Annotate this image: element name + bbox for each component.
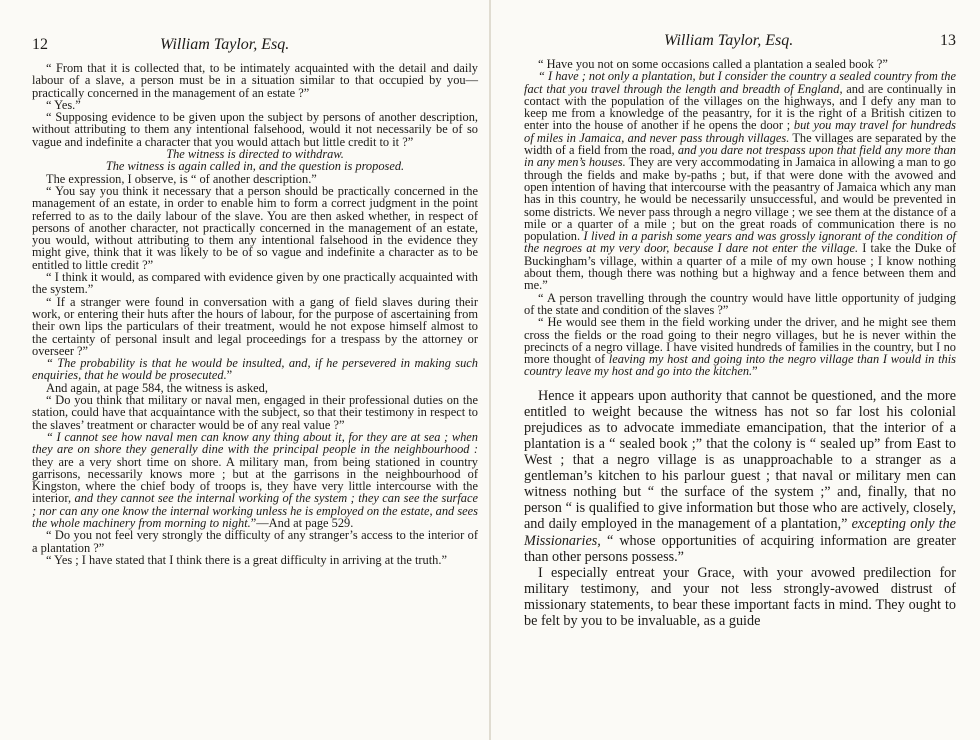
paragraph [524,292,956,317]
text-run: and are continually in contact with the population of the villages on the highways, and I defy any man to keep me from a knowledge of the peasantry, for it is the right of a British citizen to enter into the house of another if he opens the door ; [524,81,956,133]
paragraph [32,554,478,566]
text-run: “ From that it is collected that, to be intimately acquainted with the detail and daily labour of a slave, a person must be in a situation similar to that occupied by you—practically concerned in the management of an estate ?” [32,61,478,100]
section-gap [524,378,956,388]
right-page [490,0,980,740]
paragraph [32,62,478,99]
paragraph [32,296,478,357]
italic-text: and they cannot see the internal working of the system ; they can see the surface ; nor can any one know the internal working unless he is employed on the estate, and sees the whole machinery from morning to night. [32,491,478,530]
italic-text: leaving my host and going into the negro village than I would in this country leave my host and go into the kitchen. [524,352,956,379]
text-run: “ Have you not on some occasions called a plantation a sealed book ?” [538,57,888,71]
text-run: Hence it appears upon authority that cannot be questioned, and the more entitled to weight because the witness has not so far lost his colonial prejudices as to advocate immediate emancipation, that the interior of a plantation is a “ sealed book ;” that the colony is “ sealed up” from East to West ; that a negro village is as unapproachable to a stranger as a gentleman’s kitchen to his parlour guest ; that naval or military men can witness nothing but “ the surface of the system ;” and, finally, that no person “ is qualified to give information but those who are actively, closely, and daily employed in the management of a plantation,” [524,387,956,533]
italic-text: “ I cannot see how naval men can know any thing about it, for they are at sea ; when they are on shore they generally dine with the principal people in the neighbourhood : [32,429,478,457]
text-run: “ You say you think it necessary that a person should be practically concerned in the management of an estate, in order to enable him to form a correct judgment in the point referred to as to the daily labour of the slave. You are then asked whether, in respect of persons of another character, not practically concerned in the management of an estate, you would, without attributing to them any intentional falsehood in the evidence they might give, think that it was likely to be of so vague and indefinite a character as to be entitled to little credit ?” [32,183,478,272]
text-run: “ Supposing evidence to be given upon the subject by persons of another description, without attributing to them any intentional falsehood, would it not necessarily be of so vague and indefinite a character that you would attach but little credit to it ?” [32,110,478,149]
right-page-header [524,32,956,54]
paragraph [32,271,478,296]
text-run: “ Yes ; I have stated that I think there is a great difficulty in arriving at the truth.” [46,552,447,567]
text-run: I take the Duke of Buckingham’s village, within a quarter of a mile of my own house ; I know nothing about them, though there was nothing but a highway and a fence between them and me.” [524,241,956,293]
text-run: “ I think it would, as compared with evidence given by one practically acquainted with the system.” [32,270,478,297]
page-number: 12 [32,36,48,53]
running-head: William Taylor, Esq. [160,36,290,53]
text-run: they are a very short time on shore. A military man, from being stationed in country garrisons, necessarily knows more ; but at the garrisons in the neighbourhood of Kingston, where the chief body of troops is, they have very little intercourse with the interior, [32,454,478,506]
paragraph [32,111,478,148]
running-head: William Taylor, Esq. [664,32,794,49]
text-run: ” [752,364,758,379]
italic-text: The witness is again called in, and the question is proposed. [105,159,405,174]
italic-text: The witness is directed to withdraw. [166,147,344,162]
text-run: “ Do you think that military or naval men, engaged in their professional duties on the station, could have that acquaintance with the subject, so that their testimony in respect to the slaves’ treatment or character would be of any real value ?” [32,393,478,432]
left-page-header [32,36,478,58]
paragraph [32,529,478,554]
text-run: The villages are separated by the width of a field from the road, [524,130,956,158]
text-run: They are very accommodating in Jamaica in allowing a man to go through the fields and make by-paths ; but, if that were done with the avowed and open intention of having that intercourse with the peasantry of Jamaica which any man has in this country, he would be necessarily unsuccessful, and would be prevented in some districts. We never pass through a negro village ; we see them at the distance of a mile or a quarter of a mile ; but on the great roads of communication there is no population. [524,155,956,244]
text-run: “ Do you not feel very strongly the difficulty of any stranger’s access to the interior of a plantation ?” [32,528,478,555]
paragraph [524,565,956,629]
text-run: “ He would see them in the field working under the driver, and he might see them cross the fields or the road going to their negro villages, but he is never within the precincts of a negro village. I have visited hundreds of families in the country, but I no more thought of [524,315,956,367]
text-run: “ Yes.” [46,97,81,112]
text-run: I especially entreat your Grace, with your avowed predilection for military testimony, and your not less strongly-avowed distrust of missionary statements, to bear these important facts in mind. They ought to be felt by you to be invaluable, as a guide [524,564,956,630]
italic-text: but you may travel for hundreds of miles in Jamaica, and never pass through villages. [524,118,956,145]
paragraph [32,357,478,382]
italic-text: “ The probability is that he would be insulted, and, if he persevered in making such enquiries, that he would be prosecuted. [32,356,478,383]
page-number: 13 [940,32,956,49]
paragraph [524,316,956,377]
paragraph [524,388,956,565]
paragraph [32,431,478,529]
text-run: And again, at page 584, the witness is asked, [46,380,268,395]
paragraph [32,185,478,271]
text-run: “ whose opportunities of acquiring information are greater than other persons possess.” [524,532,956,565]
text-run: “ A person travelling through the country would have little opportunity of judging of the state and condition of the slaves ?” [524,290,956,317]
text-run: “ If a stranger were found in conversation with a gang of field slaves during their work, or entering their huts after the hours of labour, for the purpose of ascertaining from their own lips the particulars of their treatment, would he not expose himself almost to the certainty of personal insult and legal proceedings for a trespass by the attorney or overseer ?” [32,294,478,358]
italic-text: and you dare not trespass upon that field any more than in any men’s houses. [524,143,956,170]
text-run: ” [226,368,233,383]
text-run: ”—And at page 529. [250,515,354,530]
paragraph [524,70,956,291]
italic-text: “ I have ; not only a plantation, but I consider the country a sealed country from the fact that you travel through the length and breadth of England, [524,69,956,96]
paragraph [32,394,478,431]
italic-text: excepting only the Missionaries, [524,516,956,549]
commentary [524,388,956,629]
text-run: The expression, I observe, is “ of another description.” [46,171,317,186]
italic-text: I lived in a parish some years and was grossly ignorant of the condition of the negroes at my very door, because I dare not enter the village. [524,229,956,256]
left-page-body [32,62,478,566]
right-page-body [524,58,956,378]
